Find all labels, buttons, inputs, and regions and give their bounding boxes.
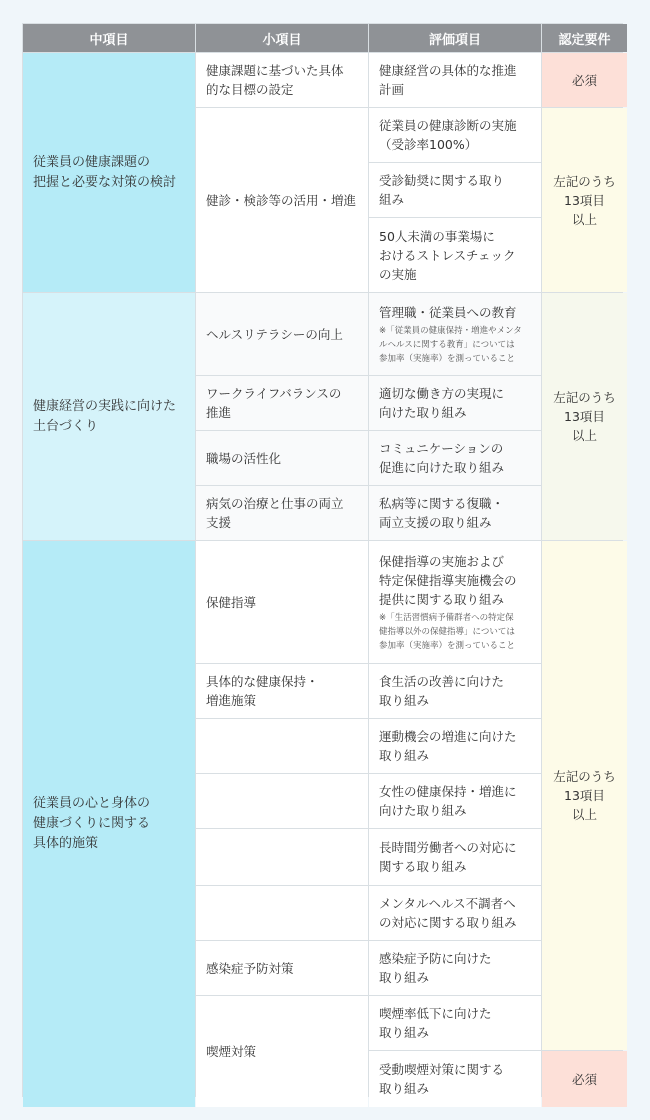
category-mind-body-measures: 従業員の心と身体の 健康づくりに関する 具体的施策 (23, 541, 195, 1107)
item-passive-smoking: 受動喫煙対策に関する 取り組み (369, 1051, 541, 1107)
item-women-health: 女性の健康保持・増進に 向けた取り組み (369, 774, 541, 828)
item-exercise: 運動機会の増進に向けた 取り組み (369, 719, 541, 773)
item-diet: 食生活の改善に向けた 取り組み (369, 664, 541, 718)
category-health-issues: 従業員の健康課題の 把握と必要な対策の検討 (23, 53, 195, 292)
sub-health-guidance: 保健指導 (196, 541, 368, 663)
sub-checkup-utilization: 健診・検診等の活用・増進 (196, 108, 368, 292)
requirement-13-items-2: 左記のうち 13項目 以上 (542, 293, 627, 540)
sub-empty-cell (196, 719, 368, 773)
requirement-13-items: 左記のうち 13項目 以上 (542, 108, 627, 292)
item-education (369, 293, 541, 375)
item-guidance (369, 541, 541, 663)
sub-infection-prevention: 感染症予防対策 (196, 941, 368, 995)
item-long-hours: 長時間労働者への対応に 関する取り組み (369, 829, 541, 885)
item-education-label: 管理職・従業員への教育 (379, 304, 517, 320)
header-subcategory: 小項目 (196, 24, 368, 52)
sub-work-life-balance: ワークライフバランスの 推進 (196, 376, 368, 430)
sub-concrete-measures: 具体的な健康保持・ 増進施策 (196, 664, 368, 718)
sub-treatment-work-balance: 病気の治療と仕事の両立 支援 (196, 486, 368, 540)
sub-health-literacy: ヘルスリテラシーの向上 (196, 293, 368, 375)
sub-smoking-measures: 喫煙対策 (196, 996, 368, 1107)
item-checkup-encouragement: 受診勧奨に関する取り 組み (369, 163, 541, 217)
header-requirement: 認定要件 (542, 24, 627, 52)
sub-workplace-activation: 職場の活性化 (196, 431, 368, 485)
item-return-support: 私病等に関する復職・ 両立支援の取り組み (369, 486, 541, 540)
sub-empty-cell (196, 829, 368, 885)
requirement-mandatory: 必須 (542, 53, 627, 107)
item-education-note: ※「従業員の健康保持・増進やメンタ ルヘルスに関する教育」については 参加率（実施率）を測っていること (379, 325, 522, 364)
item-smoking-rate: 喫煙率低下に向けた 取り組み (369, 996, 541, 1050)
item-mental-health: メンタルヘルス不調者へ の対応に関する取り組み (369, 886, 541, 940)
item-infection: 感染症予防に向けた 取り組み (369, 941, 541, 995)
category-foundation: 健康経営の実践に向けた 土台づくり (23, 293, 195, 540)
sub-empty-cell (196, 774, 368, 828)
item-promotion-plan: 健康経営の具体的な推進 計画 (369, 53, 541, 107)
header-evaluation-item: 評価項目 (369, 24, 541, 52)
item-work-style: 適切な働き方の実現に 向けた取り組み (369, 376, 541, 430)
header-category: 中項目 (23, 24, 195, 52)
item-stress-check: 50人未満の事業場に おけるストレスチェック の実施 (369, 218, 541, 292)
requirement-mandatory-2: 必須 (542, 1051, 627, 1107)
item-guidance-note: ※「生活習慣病予備群者への特定保 健指導以外の保健指導」については 参加率（実施率）を測っていること (379, 612, 516, 651)
item-communication: コミュニケーションの 促進に向けた取り組み (369, 431, 541, 485)
item-guidance-label: 保健指導の実施および 特定保健指導実施機会の 提供に関する取り組み (379, 553, 517, 607)
item-health-checkup: 従業員の健康診断の実施 （受診率100%） (369, 108, 541, 162)
requirement-13-items-3: 左記のうち 13項目 以上 (542, 541, 627, 1050)
sub-goal-setting: 健康課題に基づいた具体 的な目標の設定 (196, 53, 368, 107)
sub-empty-cell (196, 886, 368, 940)
certification-requirements-table (22, 23, 623, 1097)
